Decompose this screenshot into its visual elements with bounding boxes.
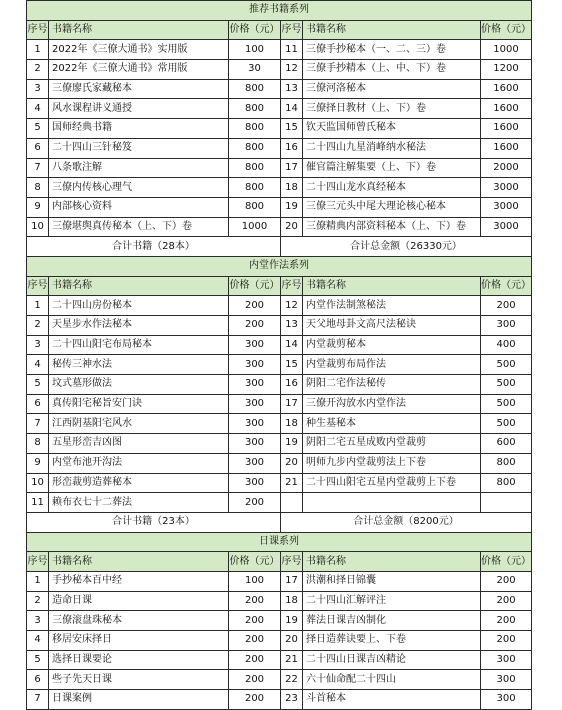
book-price: 400 <box>481 335 532 355</box>
book-seq: 23 <box>281 690 303 710</box>
table-row <box>27 40 532 60</box>
book-name: 明师九步内堂裁剪法上下卷 <box>303 453 481 473</box>
book-price: 300 <box>229 375 281 395</box>
table-row <box>27 79 532 99</box>
book-name: 三僚择日教材（上、下）卷 <box>303 99 481 119</box>
book-seq: 12 <box>281 296 303 316</box>
book-price: 2000 <box>481 158 532 178</box>
book-name: 二十四山阳宅布局秘本 <box>49 335 229 355</box>
book-seq: 10 <box>27 217 49 237</box>
book-name: 六十仙命配二十四山 <box>303 670 481 690</box>
book-name: 移居安床择日 <box>49 631 229 651</box>
table-row <box>27 473 532 493</box>
header-row <box>27 20 532 40</box>
name-header: 书籍名称 <box>303 276 481 296</box>
book-name: 形峦裁剪造葬秘本 <box>49 473 229 493</box>
book-price: 800 <box>229 178 281 198</box>
book-price: 800 <box>229 79 281 99</box>
book-price: 800 <box>481 473 532 493</box>
book-name <box>303 493 481 513</box>
book-price: 600 <box>481 434 532 454</box>
book-seq: 18 <box>281 414 303 434</box>
price-header: 价格（元） <box>229 552 281 572</box>
book-name: 三僚廖氏家藏秘本 <box>49 79 229 99</box>
book-price: 1200 <box>481 60 532 80</box>
table-row <box>27 335 532 355</box>
book-price: 300 <box>229 414 281 434</box>
book-price: 800 <box>229 197 281 217</box>
book-name: 内堂作法制煞秘法 <box>303 296 481 316</box>
book-name: 造命日课 <box>49 591 229 611</box>
price-header: 价格（元） <box>481 20 532 40</box>
table-row <box>27 670 532 690</box>
price-header: 价格（元） <box>481 276 532 296</box>
book-name: 天父地母卦文高尺法秘诀 <box>303 316 481 336</box>
book-price: 200 <box>229 316 281 336</box>
book-seq: 16 <box>281 375 303 395</box>
book-name: 五星形峦吉凶图 <box>49 434 229 454</box>
book-seq: 5 <box>27 119 49 139</box>
book-seq: 11 <box>281 40 303 60</box>
book-name: 手抄秘本百中经 <box>49 571 229 591</box>
book-price: 800 <box>229 119 281 139</box>
book-seq: 12 <box>281 60 303 80</box>
book-seq: 8 <box>27 434 49 454</box>
book-price: 1600 <box>481 119 532 139</box>
price-header: 价格（元） <box>481 552 532 572</box>
book-name: 三僚手抄精本（上、中、下）卷 <box>303 60 481 80</box>
book-seq: 19 <box>281 197 303 217</box>
book-name: 种生基秘本 <box>303 414 481 434</box>
book-price: 3000 <box>481 178 532 198</box>
book-seq: 20 <box>281 453 303 473</box>
book-name: 赖布衣七十二葬法 <box>49 493 229 513</box>
book-seq: 10 <box>27 473 49 493</box>
book-name: 三僚河洛秘本 <box>303 79 481 99</box>
book-seq: 20 <box>281 217 303 237</box>
book-name: 内部核心资料 <box>49 197 229 217</box>
total-books: 合计书籍（23本） <box>27 512 281 532</box>
book-seq: 9 <box>27 197 49 217</box>
table-row <box>27 571 532 591</box>
book-seq: 17 <box>281 571 303 591</box>
book-seq: 17 <box>281 394 303 414</box>
book-price: 200 <box>229 631 281 651</box>
book-price: 1600 <box>481 99 532 119</box>
book-name: 内堂裁剪布局作法 <box>303 355 481 375</box>
book-price: 200 <box>481 611 532 631</box>
book-seq: 19 <box>281 434 303 454</box>
book-seq: 15 <box>281 355 303 375</box>
table-row <box>27 690 532 710</box>
book-price: 800 <box>229 138 281 158</box>
table-row <box>27 355 532 375</box>
book-price: 200 <box>229 591 281 611</box>
book-name: 三僚精典内部资料秘本（上、下）卷 <box>303 217 481 237</box>
seq-header: 序号 <box>281 552 303 572</box>
book-price: 300 <box>481 690 532 710</box>
name-header: 书籍名称 <box>49 276 229 296</box>
table-row <box>27 434 532 454</box>
book-name: 二十四山龙水真经秘本 <box>303 178 481 198</box>
seq-header: 序号 <box>281 276 303 296</box>
book-name: 内堂裁剪秘本 <box>303 335 481 355</box>
book-seq: 2 <box>27 316 49 336</box>
book-name: 葬法日课吉凶制化 <box>303 611 481 631</box>
book-name: 二十四山三针秘笈 <box>49 138 229 158</box>
book-seq: 5 <box>27 375 49 395</box>
book-name: 三僚三元头中尾大理论核心秘本 <box>303 197 481 217</box>
book-price: 200 <box>481 296 532 316</box>
book-seq: 3 <box>27 335 49 355</box>
section-title: 日课系列 <box>27 532 532 552</box>
table-row <box>27 119 532 139</box>
book-price: 300 <box>481 670 532 690</box>
book-price: 500 <box>481 394 532 414</box>
book-seq: 19 <box>281 611 303 631</box>
book-name: 二十四山阳宅五星内堂裁剪上下卷 <box>303 473 481 493</box>
book-price: 200 <box>229 296 281 316</box>
book-seq: 13 <box>281 316 303 336</box>
book-seq <box>281 493 303 513</box>
summary-row <box>27 512 532 532</box>
book-name: 2022年《三僚大通书》常用版 <box>49 60 229 80</box>
book-seq: 9 <box>27 453 49 473</box>
book-price: 500 <box>481 375 532 395</box>
book-price: 1000 <box>229 217 281 237</box>
section-title-row <box>27 1 532 21</box>
book-price: 200 <box>229 611 281 631</box>
book-name: 三僚堪舆真传秘本（上、下）卷 <box>49 217 229 237</box>
table-row <box>27 611 532 631</box>
book-name: 国师经典书籍 <box>49 119 229 139</box>
book-price: 200 <box>229 670 281 690</box>
book-price: 300 <box>229 434 281 454</box>
book-price: 200 <box>229 493 281 513</box>
book-price: 3000 <box>481 217 532 237</box>
book-name: 江西阴基阳宅风水 <box>49 414 229 434</box>
book-seq: 7 <box>27 158 49 178</box>
book-price: 200 <box>229 650 281 670</box>
header-row <box>27 552 532 572</box>
table-row <box>27 178 532 198</box>
book-price: 3000 <box>481 197 532 217</box>
book-seq: 22 <box>281 670 303 690</box>
table-row <box>27 591 532 611</box>
book-name: 择日造葬诀要上、下卷 <box>303 631 481 651</box>
book-seq: 1 <box>27 296 49 316</box>
book-seq: 18 <box>281 178 303 198</box>
book-price: 300 <box>481 650 532 670</box>
book-name: 天星步水作法秘本 <box>49 316 229 336</box>
table-row <box>27 316 532 336</box>
total-amount: 合计总金额（26330元） <box>281 237 532 257</box>
price-header: 价格（元） <box>229 20 281 40</box>
table-row <box>27 60 532 80</box>
book-name: 三僚内传核心理气 <box>49 178 229 198</box>
book-price: 200 <box>229 690 281 710</box>
book-name: 三僚滚盘珠秘本 <box>49 611 229 631</box>
book-price: 800 <box>481 453 532 473</box>
book-price-sheet <box>26 0 531 710</box>
book-seq: 6 <box>27 138 49 158</box>
book-seq: 3 <box>27 611 49 631</box>
section-title: 推荐书籍系列 <box>27 1 532 21</box>
book-price <box>481 493 532 513</box>
book-name: 二十四山九星消峰纳水秘法 <box>303 138 481 158</box>
book-seq: 6 <box>27 670 49 690</box>
book-seq: 7 <box>27 690 49 710</box>
table-row <box>27 453 532 473</box>
book-price: 800 <box>229 99 281 119</box>
book-price: 300 <box>229 335 281 355</box>
book-price: 1000 <box>481 40 532 60</box>
name-header: 书籍名称 <box>303 552 481 572</box>
book-seq: 18 <box>281 591 303 611</box>
book-seq: 16 <box>281 138 303 158</box>
book-name: 选择日课要论 <box>49 650 229 670</box>
price-header: 价格（元） <box>229 276 281 296</box>
book-price: 1600 <box>481 79 532 99</box>
book-name: 催官篇注解集要（上、下）卷 <box>303 158 481 178</box>
book-name: 些子先天日课 <box>49 670 229 690</box>
book-price: 500 <box>481 355 532 375</box>
book-price: 300 <box>229 473 281 493</box>
book-seq: 8 <box>27 178 49 198</box>
book-price: 800 <box>229 158 281 178</box>
total-books: 合计书籍（28本） <box>27 237 281 257</box>
table-row <box>27 217 532 237</box>
book-seq: 4 <box>27 631 49 651</box>
book-seq: 11 <box>27 493 49 513</box>
book-name: 三僚手抄秘本（一、二、三）卷 <box>303 40 481 60</box>
book-name: 阴阳二宅作法秘传 <box>303 375 481 395</box>
book-name: 八条歌注解 <box>49 158 229 178</box>
book-price: 200 <box>481 631 532 651</box>
book-price: 300 <box>229 453 281 473</box>
seq-header: 序号 <box>27 20 49 40</box>
book-name: 二十四山房份秘本 <box>49 296 229 316</box>
book-name: 真传阳宅秘旨安门诀 <box>49 394 229 414</box>
book-seq: 6 <box>27 394 49 414</box>
book-price: 300 <box>229 394 281 414</box>
book-name: 风水课程讲义通授 <box>49 99 229 119</box>
book-name: 2022年《三僚大通书》实用版 <box>49 40 229 60</box>
section-title-row <box>27 532 532 552</box>
book-name: 日课案例 <box>49 690 229 710</box>
book-seq: 1 <box>27 40 49 60</box>
name-header: 书籍名称 <box>49 552 229 572</box>
table-row <box>27 414 532 434</box>
book-price: 200 <box>481 571 532 591</box>
name-header: 书籍名称 <box>49 20 229 40</box>
table-row <box>27 99 532 119</box>
book-price: 100 <box>229 40 281 60</box>
book-price: 500 <box>481 414 532 434</box>
book-seq: 14 <box>281 335 303 355</box>
book-name: 二十四山汇解评注 <box>303 591 481 611</box>
seq-header: 序号 <box>27 276 49 296</box>
section-title: 内堂作法系列 <box>27 256 532 276</box>
book-seq: 13 <box>281 79 303 99</box>
book-seq: 2 <box>27 60 49 80</box>
book-seq: 5 <box>27 650 49 670</box>
book-seq: 14 <box>281 99 303 119</box>
price-table <box>26 0 532 710</box>
book-name: 斗首秘本 <box>303 690 481 710</box>
book-seq: 15 <box>281 119 303 139</box>
section-title-row <box>27 256 532 276</box>
table-row <box>27 394 532 414</box>
book-name: 洪潮和择日锦囊 <box>303 571 481 591</box>
total-amount: 合计总金额（8200元） <box>281 512 532 532</box>
table-row <box>27 493 532 513</box>
book-seq: 4 <box>27 99 49 119</box>
table-row <box>27 375 532 395</box>
table-row <box>27 138 532 158</box>
book-name: 钦天监国师曾氏秘本 <box>303 119 481 139</box>
book-price: 1600 <box>481 138 532 158</box>
book-name: 三僚开沟放水内堂作法 <box>303 394 481 414</box>
seq-header: 序号 <box>27 552 49 572</box>
book-price: 300 <box>481 316 532 336</box>
book-name: 二十四山日课吉凶精论 <box>303 650 481 670</box>
header-row <box>27 276 532 296</box>
book-price: 30 <box>229 60 281 80</box>
table-row <box>27 296 532 316</box>
book-name: 内堂布池开沟法 <box>49 453 229 473</box>
book-price: 200 <box>481 591 532 611</box>
book-name: 秘传三神水法 <box>49 355 229 375</box>
table-row <box>27 197 532 217</box>
seq-header: 序号 <box>281 20 303 40</box>
book-seq: 4 <box>27 355 49 375</box>
table-row <box>27 158 532 178</box>
summary-row <box>27 237 532 257</box>
book-seq: 2 <box>27 591 49 611</box>
book-price: 100 <box>229 571 281 591</box>
book-seq: 20 <box>281 631 303 651</box>
book-seq: 1 <box>27 571 49 591</box>
book-name: 坟式墓形做法 <box>49 375 229 395</box>
book-seq: 7 <box>27 414 49 434</box>
name-header: 书籍名称 <box>303 20 481 40</box>
book-seq: 21 <box>281 650 303 670</box>
table-row <box>27 631 532 651</box>
book-seq: 21 <box>281 473 303 493</box>
book-seq: 17 <box>281 158 303 178</box>
table-row <box>27 650 532 670</box>
book-name: 阴阳二宅五星成败内堂裁剪 <box>303 434 481 454</box>
book-price: 300 <box>229 355 281 375</box>
book-seq: 3 <box>27 79 49 99</box>
